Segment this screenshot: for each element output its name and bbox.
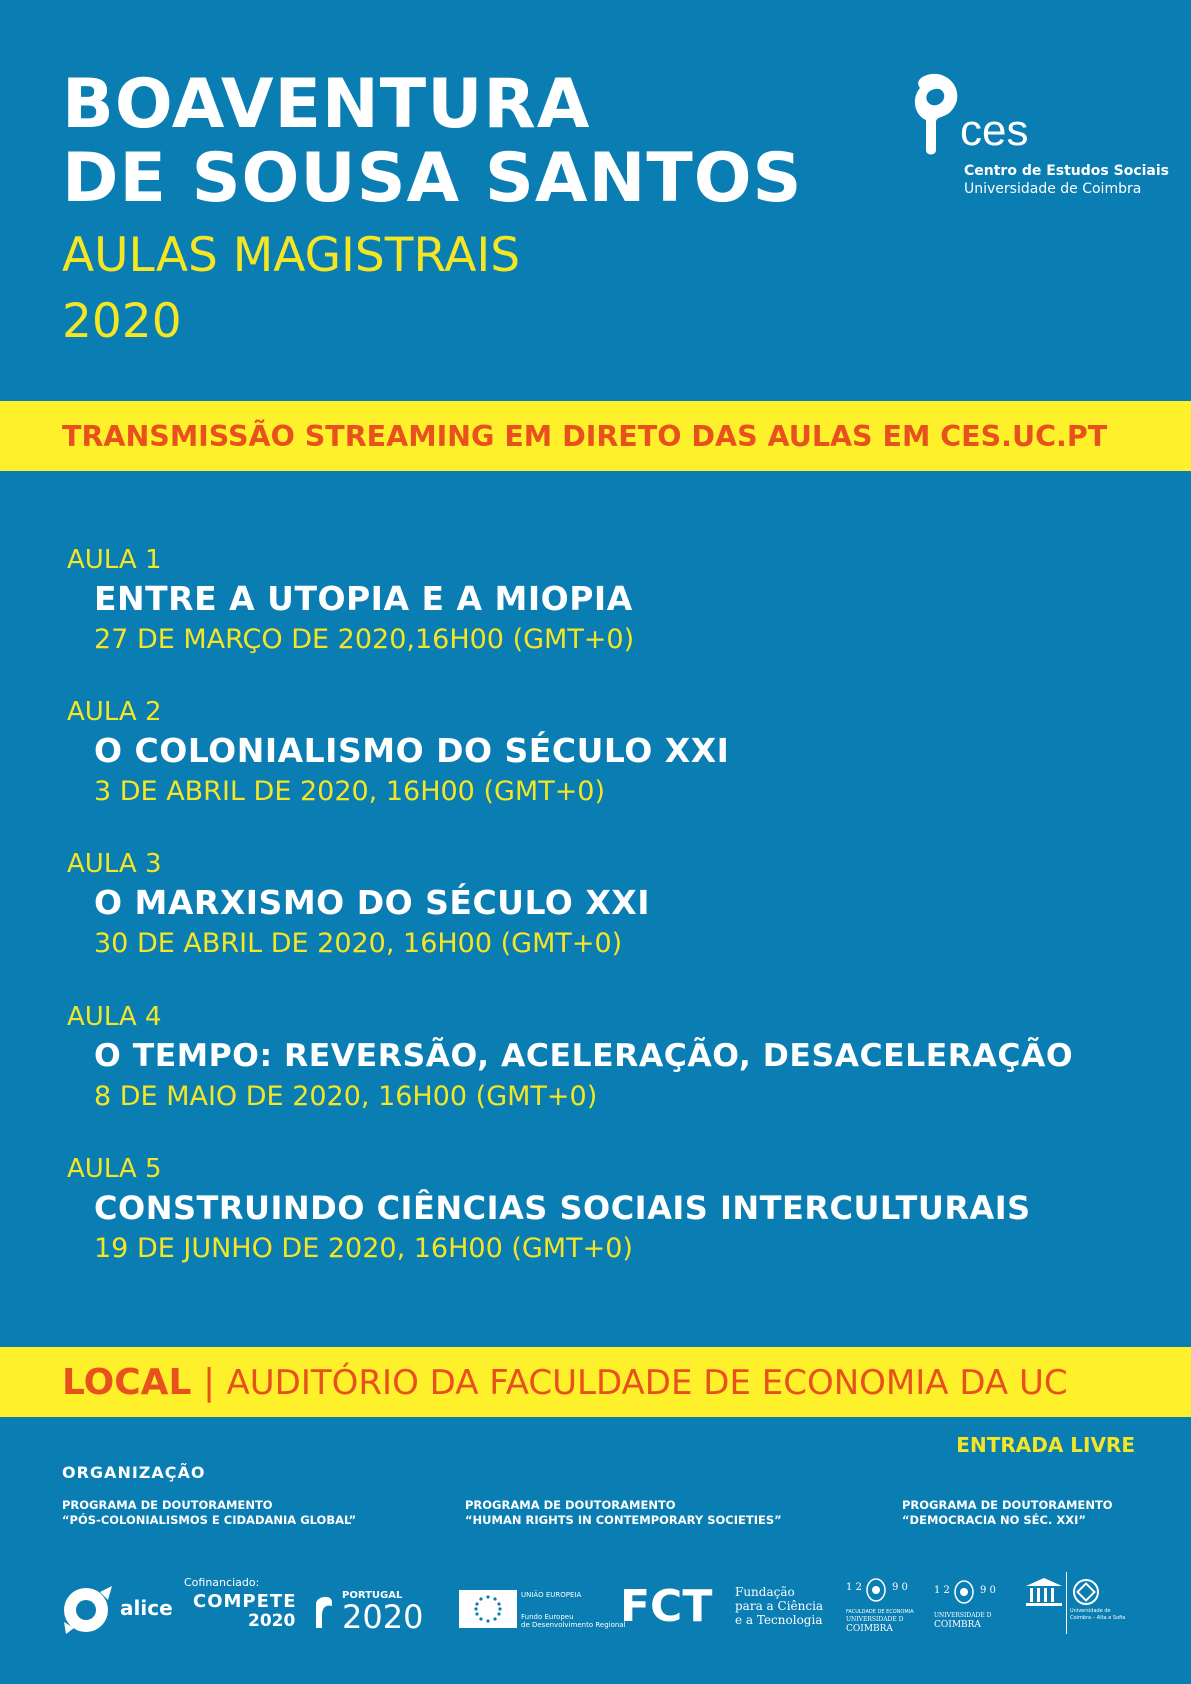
program-2 — [465, 1498, 782, 1528]
program-2-line-1: PROGRAMA DE DOUTORAMENTO — [465, 1498, 676, 1512]
unesco-text: Universidade de Coimbra – Alta e Sofia — [1070, 1608, 1126, 1621]
cofinanciado-label: Cofinanciado: — [184, 1576, 260, 1589]
uc1-faculty: FACULDADE DE ECONOMIA — [846, 1609, 914, 1615]
fct-line-1: Fundação — [735, 1585, 795, 1599]
uc-seal-icon — [866, 1578, 886, 1602]
program-3 — [902, 1498, 1113, 1528]
uc1-univ: UNIVERSIDADE D — [846, 1616, 904, 1623]
local-separator: | — [202, 1362, 216, 1403]
title-line-1: BOAVENTURA — [62, 65, 591, 144]
poster-title — [62, 65, 803, 218]
aula-5-label: AULA 5 — [67, 1154, 162, 1184]
uc2-seal-icon — [954, 1580, 974, 1604]
world-heritage-icon — [1072, 1578, 1100, 1606]
compete-year: 2020 — [248, 1611, 296, 1631]
program-1-line-1: PROGRAMA DE DOUTORAMENTO — [62, 1498, 273, 1512]
uc1-year-b: 9 0 — [892, 1582, 908, 1593]
local-label: LOCAL — [62, 1362, 192, 1403]
unesco-temple-icon — [1024, 1576, 1064, 1608]
local-place: AUDITÓRIO DA FACULDADE DE ECONOMIA DA UC — [226, 1363, 1068, 1403]
uc2-univ: UNIVERSIDADE D — [934, 1612, 992, 1619]
local-line — [62, 1361, 1068, 1405]
aula-1-date: 27 DE MARÇO DE 2020,16H00 (GMT+0) — [94, 624, 635, 655]
uc1-coimbra: COIMBRA — [846, 1624, 893, 1634]
streaming-banner-text: TRANSMISSÃO STREAMING EM DIRETO DAS AULAS EM CES.UC.PT — [62, 420, 1108, 453]
compete-wordmark: COMPETE — [193, 1591, 297, 1612]
aula-5-title: CONSTRUINDO CIÊNCIAS SOCIAIS INTERCULTURAIS — [94, 1189, 1031, 1227]
alice-logo-icon — [60, 1582, 116, 1636]
aula-3-date: 30 DE ABRIL DE 2020, 16H00 (GMT+0) — [94, 928, 623, 959]
poster-year: 2020 — [62, 294, 182, 349]
aula-2-date: 3 DE ABRIL DE 2020, 16H00 (GMT+0) — [94, 776, 606, 807]
poster-subtitle: AULAS MAGISTRAIS — [62, 228, 521, 283]
title-line-2: DE SOUSA SANTOS — [62, 139, 803, 218]
portugal-label: PORTUGAL — [342, 1590, 403, 1601]
organizacao-heading: ORGANIZAÇÃO — [62, 1463, 206, 1482]
ces-logo-line-2: Universidade de Coimbra — [964, 181, 1142, 197]
uc2-year-b: 9 0 — [980, 1585, 996, 1596]
aula-3-title: O MARXISMO DO SÉCULO XXI — [94, 883, 651, 922]
entrada-livre: ENTRADA LIVRE — [956, 1433, 1135, 1457]
uc1-year-a: 1 2 — [846, 1582, 862, 1593]
ces-logo-wordmark: ces — [960, 106, 1029, 155]
portugal-year: 2020 — [342, 1598, 424, 1636]
aula-4-date: 8 DE MAIO DE 2020, 16H00 (GMT+0) — [94, 1081, 598, 1112]
aula-4-label: AULA 4 — [67, 1002, 162, 1032]
aula-2-label: AULA 2 — [67, 697, 162, 727]
portugal2020-logo-icon — [312, 1592, 336, 1628]
eu-line-2: de Desenvolvimento Regional — [521, 1621, 626, 1629]
ces-logo-line-1: Centro de Estudos Sociais — [964, 163, 1169, 179]
fct-line-3: e a Tecnologia — [735, 1613, 823, 1627]
fct-line-2: para a Ciência — [735, 1599, 824, 1613]
aula-1-label: AULA 1 — [67, 545, 162, 575]
fct-description — [735, 1585, 823, 1627]
aula-5-date: 19 DE JUNHO DE 2020, 16H00 (GMT+0) — [94, 1233, 633, 1264]
aula-1-title: ENTRE A UTOPIA E A MIOPIA — [94, 579, 633, 618]
unesco-divider — [1066, 1572, 1067, 1634]
eu-title: UNIÃO EUROPEIA — [521, 1591, 582, 1599]
eu-flag-icon — [459, 1590, 517, 1628]
alice-wordmark: alice — [120, 1596, 173, 1620]
program-1 — [62, 1498, 356, 1528]
aula-3-label: AULA 3 — [67, 849, 162, 879]
program-3-line-2: “DEMOCRACIA NO SÉC. XXI” — [902, 1513, 1086, 1527]
uc2-year-a: 1 2 — [934, 1585, 950, 1596]
aula-2-title: O COLONIALISMO DO SÉCULO XXI — [94, 731, 730, 770]
fct-wordmark: FCT — [620, 1581, 713, 1632]
program-2-line-2: “HUMAN RIGHTS IN CONTEMPORARY SOCIETIES” — [465, 1513, 782, 1527]
uc2-coimbra: COIMBRA — [934, 1620, 981, 1630]
program-3-line-1: PROGRAMA DE DOUTORAMENTO — [902, 1498, 1113, 1512]
program-1-line-2: “PÓS-COLONIALISMOS E CIDADANIA GLOBAL” — [62, 1513, 357, 1527]
eu-line-1: Fundo Europeu — [521, 1613, 574, 1621]
aula-4-title: O TEMPO: REVERSÃO, ACELERAÇÃO, DESACELERAÇÃO — [94, 1038, 1074, 1074]
